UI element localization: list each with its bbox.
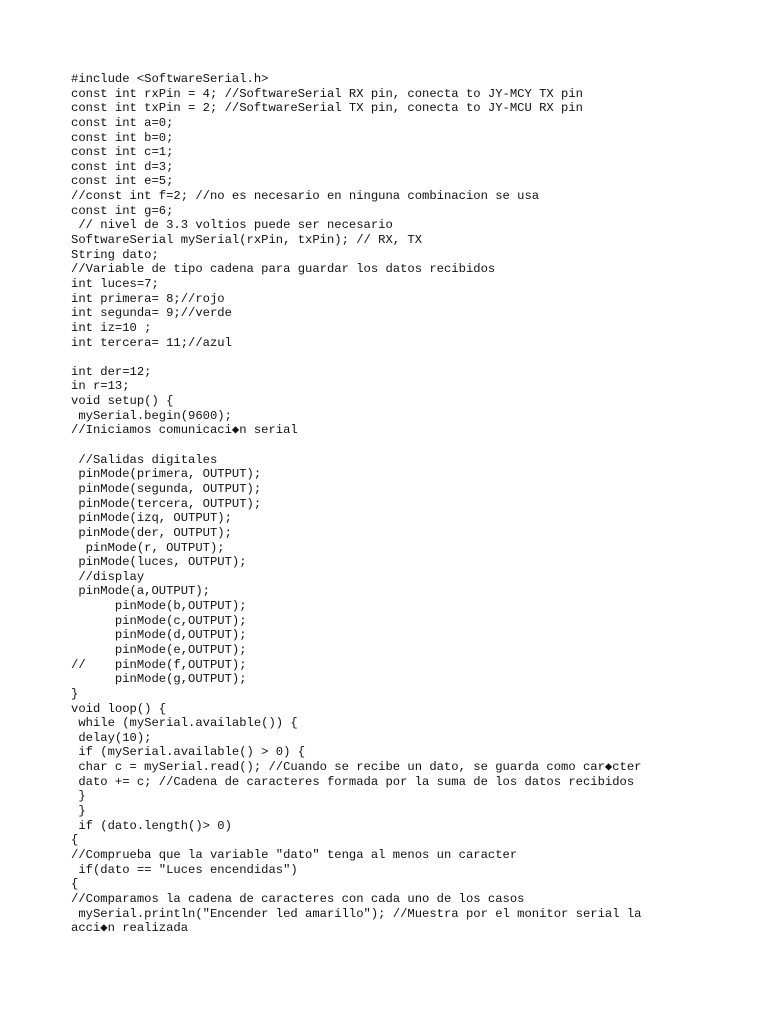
code-line: pinMode(der, OUTPUT); [71, 525, 232, 540]
code-line: void loop() { [71, 701, 167, 716]
code-line: const int d=3; [71, 159, 174, 174]
code-line: pinMode(segunda, OUTPUT); [71, 481, 262, 496]
code-line: pinMode(g,OUTPUT); [71, 672, 247, 687]
code-line: // nivel de 3.3 voltios puede ser necesario [71, 218, 393, 233]
code-listing [71, 72, 751, 936]
code-line: const int g=6; [71, 203, 174, 218]
code-line: int segunda= 9;//verde [71, 306, 232, 321]
code-line: const int e=5; [71, 174, 174, 189]
code-line: { [71, 877, 79, 892]
code-line: acci◆n realizada [71, 921, 189, 936]
code-line: const int rxPin = 4; //SoftwareSerial RX pin, conecta to JY-MCY TX pin [71, 86, 583, 101]
code-line: pinMode(izq, OUTPUT); [71, 511, 232, 526]
code-line: pinMode(tercera, OUTPUT); [71, 496, 262, 511]
code-line: String dato; [71, 247, 159, 262]
code-line: // pinMode(f,OUTPUT); [71, 657, 247, 672]
code-line: const int b=0; [71, 130, 174, 145]
code-line [71, 438, 751, 453]
code-line: delay(10); [71, 730, 152, 745]
code-line: } [71, 686, 79, 701]
code-line: const int txPin = 2; //SoftwareSerial TX pin, conecta to JY-MCU RX pin [71, 101, 583, 116]
code-line: int luces=7; [71, 276, 159, 291]
code-line: pinMode(a,OUTPUT); [71, 584, 210, 599]
code-line: if(dato == "Luces encendidas") [71, 862, 298, 877]
code-line: } [71, 789, 86, 804]
code-line: //display [71, 569, 145, 584]
code-line: int primera= 8;//rojo [71, 291, 225, 306]
code-line: mySerial.begin(9600); [71, 408, 232, 423]
code-line: pinMode(r, OUTPUT); [71, 540, 225, 555]
code-line: //Salidas digitales [71, 452, 218, 467]
code-line: pinMode(e,OUTPUT); [71, 642, 247, 657]
code-line: if (mySerial.available() > 0) { [71, 745, 306, 760]
code-line: } [71, 804, 86, 819]
code-line: char c = mySerial.read(); //Cuando se recibe un dato, se guarda como car◆cter [71, 760, 642, 775]
code-line: //Comparamos la cadena de caracteres con cada uno de los casos [71, 891, 525, 906]
code-line [71, 350, 751, 365]
code-line: pinMode(luces, OUTPUT); [71, 555, 247, 570]
code-line: pinMode(primera, OUTPUT); [71, 467, 262, 482]
code-line: //Iniciamos comunicaci◆n serial [71, 423, 298, 438]
code-line: int tercera= 11;//azul [71, 335, 232, 350]
code-line: //const int f=2; //no es necesario en ninguna combinacion se usa [71, 189, 540, 204]
code-line: void setup() { [71, 394, 174, 409]
code-line: //Comprueba que la variable "dato" tenga al menos un caracter [71, 847, 518, 862]
code-line: pinMode(c,OUTPUT); [71, 613, 247, 628]
code-line: while (mySerial.available()) { [71, 716, 298, 731]
code-line: const int a=0; [71, 115, 174, 130]
code-line: SoftwareSerial mySerial(rxPin, txPin); // RX, TX [71, 233, 423, 248]
code-line: //Variable de tipo cadena para guardar los datos recibidos [71, 262, 496, 277]
code-line: { [71, 833, 79, 848]
code-line: dato += c; //Cadena de caracteres formada por la suma de los datos recibidos [71, 774, 635, 789]
code-line: const int c=1; [71, 145, 174, 160]
code-line: in r=13; [71, 379, 130, 394]
code-line: #include <SoftwareSerial.h> [71, 72, 269, 86]
code-line: pinMode(b,OUTPUT); [71, 599, 247, 614]
code-line: if (dato.length()> 0) [71, 818, 232, 833]
code-line: int der=12; [71, 364, 152, 379]
code-line: int iz=10 ; [71, 320, 152, 335]
code-line: pinMode(d,OUTPUT); [71, 628, 247, 643]
code-line: mySerial.println("Encender led amarillo"); //Muestra por el monitor serial la [71, 906, 642, 921]
